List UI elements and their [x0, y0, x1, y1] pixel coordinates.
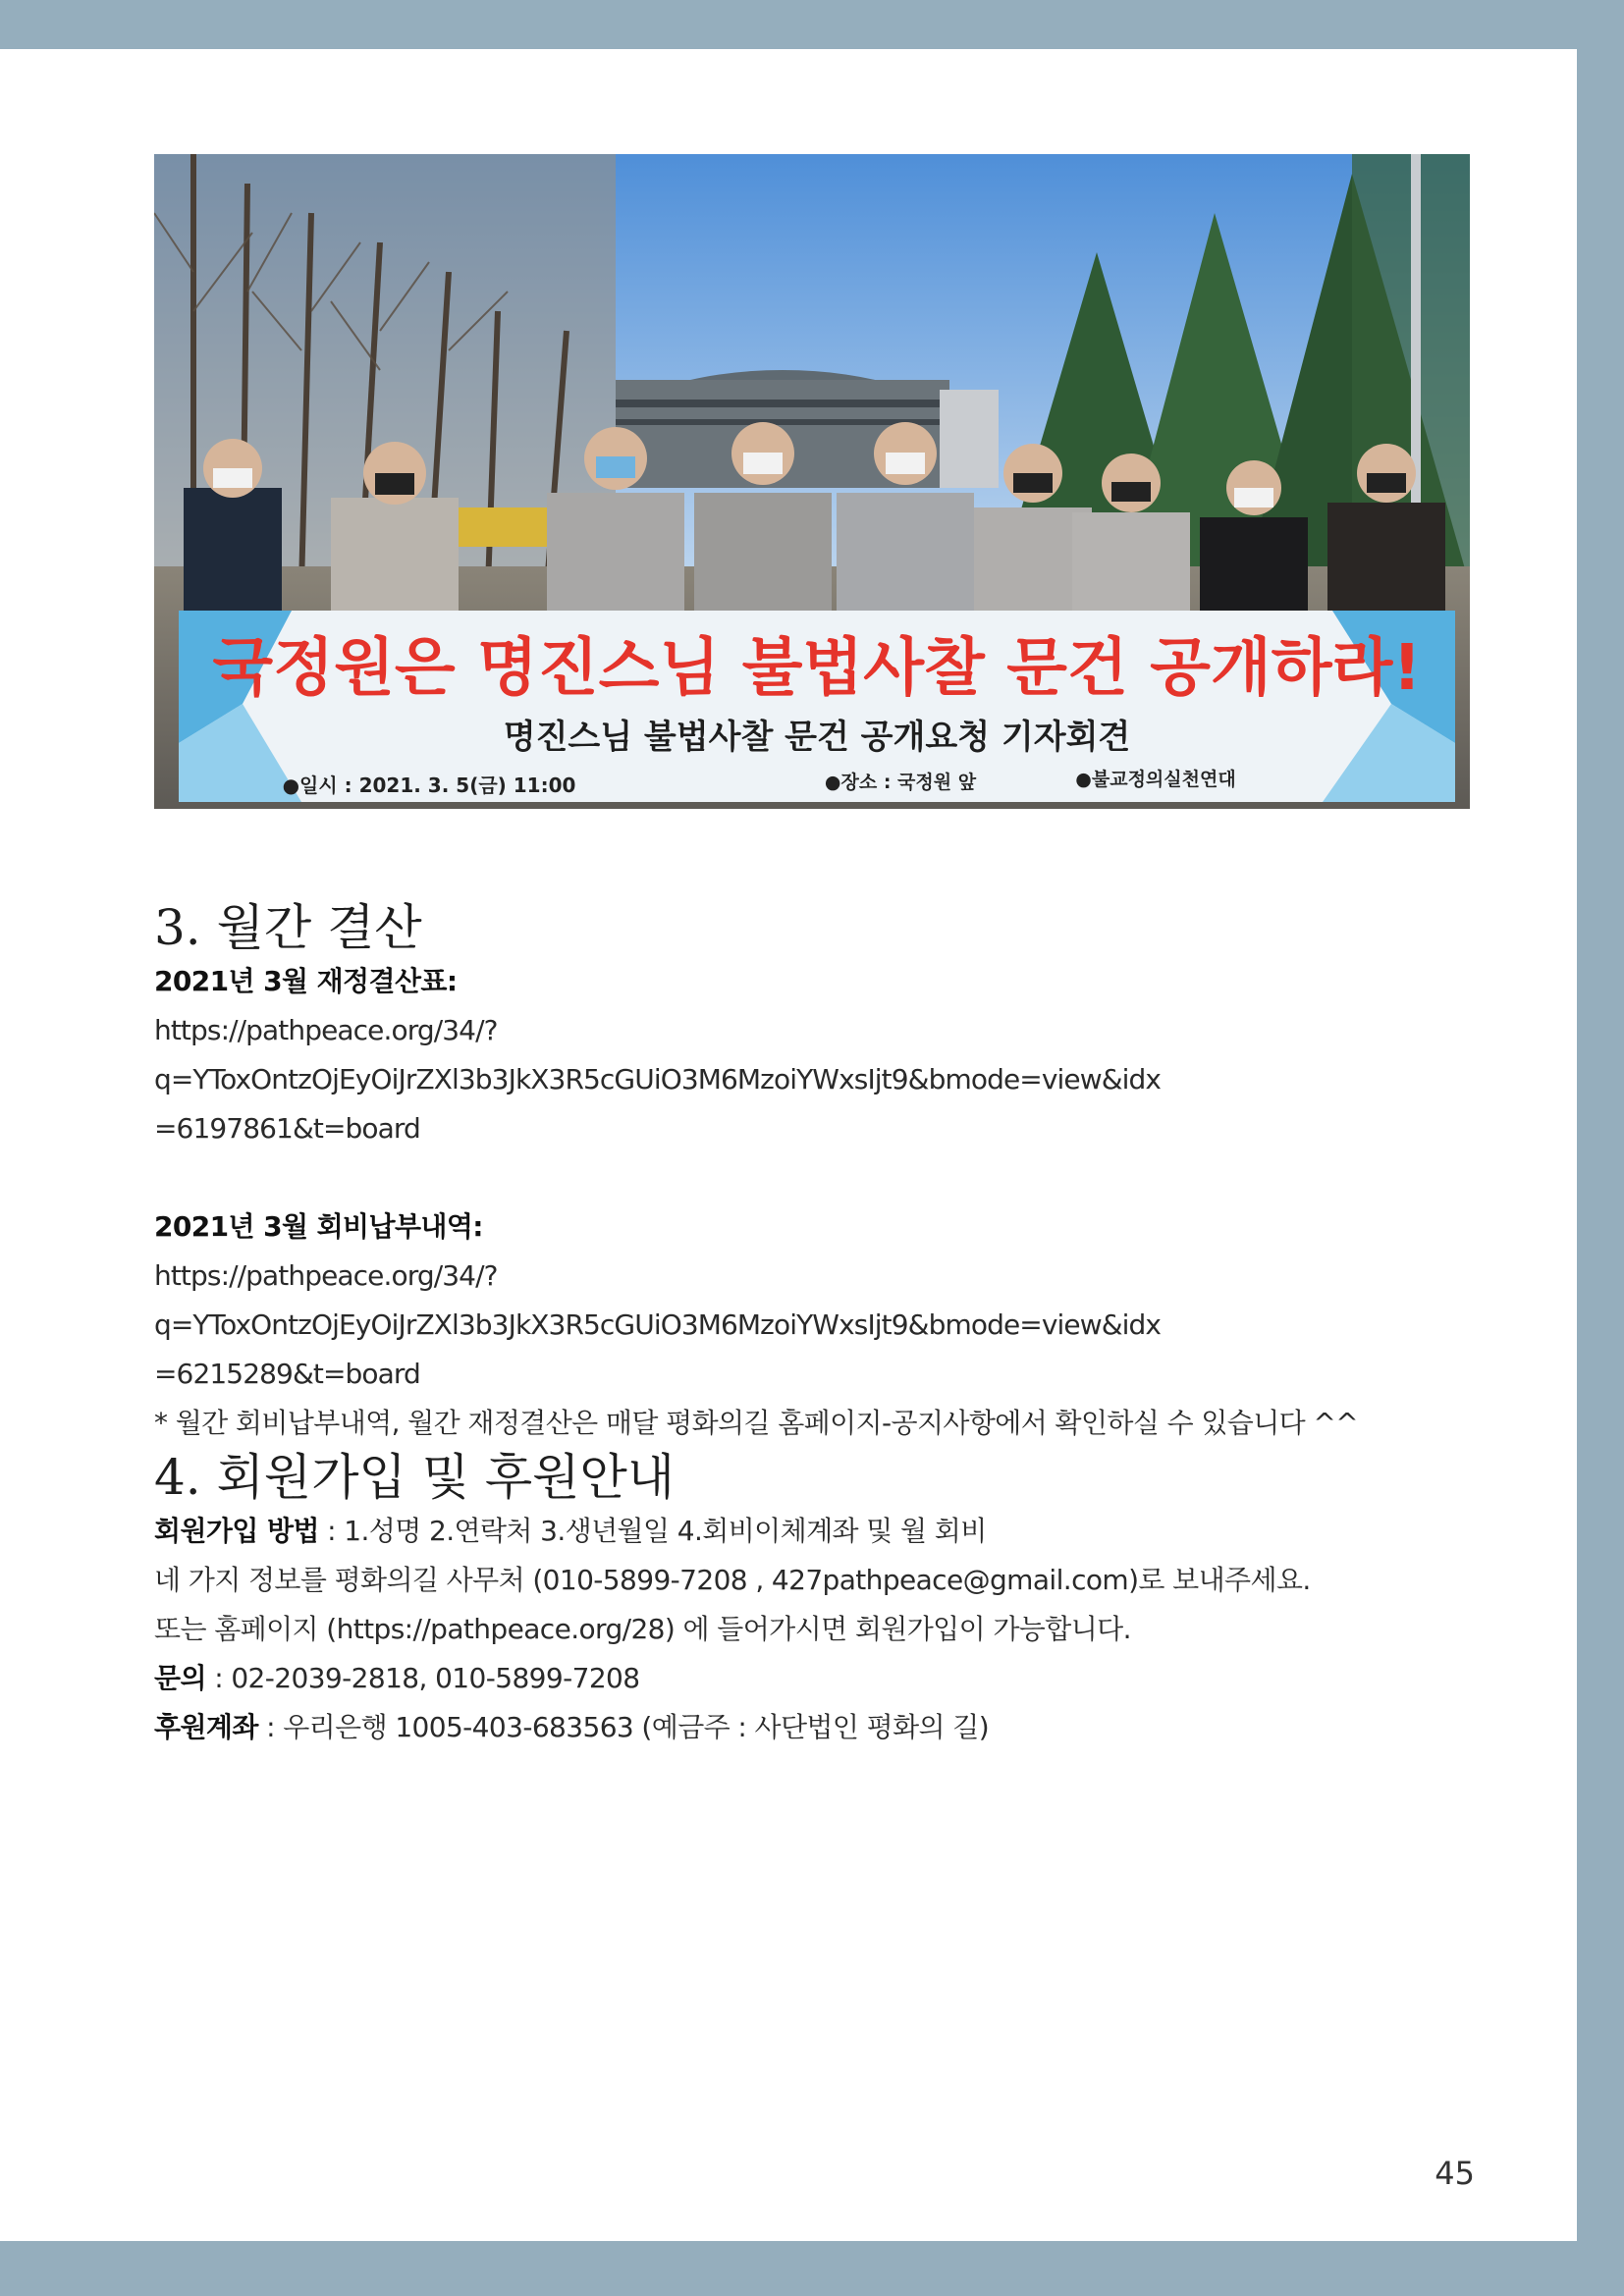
dues-link-line-2[interactable]: =6215289&t=board [154, 1358, 420, 1390]
spacer [154, 1153, 1470, 1202]
banner-org-text: ●불교정의실천연대 [1075, 769, 1236, 790]
finance-heading: 2021년 3월 재정결산표: [154, 965, 458, 997]
banner-main-text: 국정원은 명진스님 불법사찰 문건 공개하라! [212, 632, 1422, 705]
section-4-title: 4. 회원가입 및 후원안내 [154, 1449, 676, 1506]
section-3-title: 3. 월간 결산 [154, 899, 422, 956]
finance-link-line-1[interactable]: https://pathpeace.org/34/?q=YToxOntzOjEyOiJrZXl3b3JkX3R5cGUiO3M6MzoiYWxsIjt9&bmode=view&idx [154, 1014, 1162, 1095]
account-label: 후원계좌 [154, 1711, 258, 1743]
join-method-text: : 1.성명 2.연락처 3.생년월일 4.회비이체계좌 및 월 회비 [318, 1515, 987, 1547]
join-contact-line: 네 가지 정보를 평화의길 사무처 (010-5899-7208 , 427pathpeace@gmail.com)로 보내주세요. [154, 1564, 1311, 1596]
account-line [154, 1703, 1470, 1752]
inquiry-line [154, 1654, 1470, 1703]
join-homepage-line: 또는 홈페이지 (https://pathpeace.org/28) 에 들어가시면 회원가입이 가능합니다. [154, 1613, 1131, 1645]
press-conference-photo [154, 154, 1470, 809]
inquiry-text: : 02-2039-2818, 010-5899-7208 [205, 1662, 640, 1694]
page-number: 45 [1435, 2155, 1475, 2192]
document-page [0, 49, 1577, 2241]
settlement-note: * 월간 회비납부내역, 월간 재정결산은 매달 평화의길 홈페이지-공지사항에서 확인하실 수 있습니다 ^^ [154, 1407, 1359, 1439]
banner-place-text: ●장소 : 국정원 앞 [824, 772, 977, 793]
finance-link-line-2[interactable]: =6197861&t=board [154, 1112, 420, 1145]
banner-sub-text: 명진스님 불법사찰 문건 공개요청 기자회견 [503, 718, 1131, 757]
dues-heading: 2021년 3월 회비납부내역: [154, 1210, 483, 1243]
inquiry-label: 문의 [154, 1662, 206, 1694]
join-method-label: 회원가입 방법 [154, 1515, 319, 1547]
section-membership [154, 1448, 1470, 1752]
dues-link-line-1[interactable]: https://pathpeace.org/34/?q=YToxOntzOjEyOiJrZXl3b3JkX3R5cGUiO3M6MzoiYWxsIjt9&bmode=view&idx [154, 1259, 1162, 1341]
join-method-line [154, 1507, 1470, 1556]
banner-date-text: ●일시 : 2021. 3. 5(금) 11:00 [282, 774, 576, 797]
account-text: : 우리은행 1005-403-683563 (예금주 : 사단법인 평화의 길) [257, 1711, 990, 1743]
section-monthly-settlement [154, 898, 1470, 1448]
